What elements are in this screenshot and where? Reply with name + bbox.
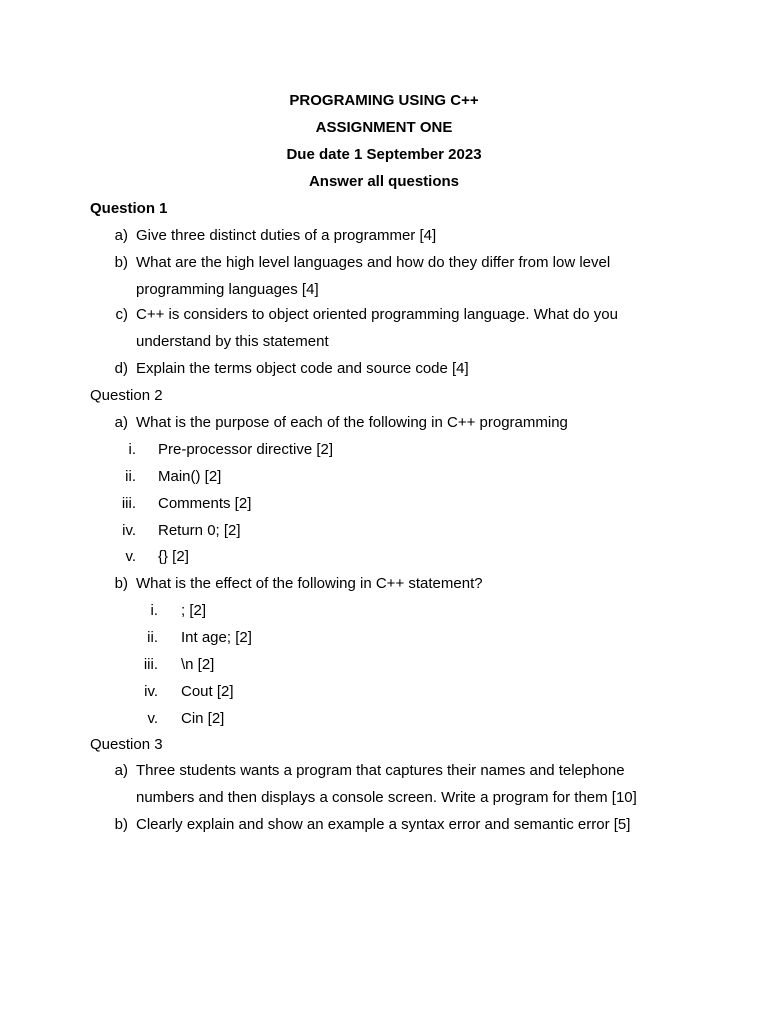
q2-a-sub-text: Main() [2] — [158, 468, 222, 485]
q2-b-sub-text: Int age; [2] — [181, 629, 252, 646]
q2-a-sub-marker: iii. — [121, 495, 136, 512]
q1-d-text: Explain the terms object code and source code [4] — [136, 360, 469, 377]
q2-b-sub-marker: ii. — [147, 629, 158, 646]
q3-a-marker: a) — [114, 762, 128, 779]
due-date: Due date 1 September 2023 — [286, 146, 482, 163]
q1-c-text-line1: C++ is considers to object oriented programming language. What do you — [136, 306, 618, 323]
q2-a-sub-marker: iv. — [122, 522, 136, 539]
instruction: Answer all questions — [308, 173, 460, 190]
q2-a-sub-text: Return 0; [2] — [158, 522, 241, 539]
assignment-title: ASSIGNMENT ONE — [315, 119, 453, 136]
q3-a-text-line2: numbers and then displays a console screen. Write a program for them [10] — [136, 789, 637, 806]
q1-a-marker: a) — [114, 227, 128, 244]
q2-a-sub-text: {} [2] — [158, 548, 189, 565]
q2-b-sub-marker: iv. — [144, 683, 158, 700]
q1-c-text-line2: understand by this statement — [136, 333, 329, 350]
q2-a-marker: a) — [114, 414, 128, 431]
q1-d-marker: d) — [114, 360, 128, 377]
q1-c-marker: c) — [115, 306, 128, 323]
q2-b-sub-text: Cout [2] — [181, 683, 234, 700]
q2-a-sub-marker: ii. — [125, 468, 136, 485]
q2-b-sub-text: Cin [2] — [181, 710, 225, 727]
q3-a-text-line1: Three students wants a program that captures their names and telephone — [136, 762, 625, 779]
q2-a-sub-marker: i. — [128, 441, 136, 458]
q2-b-sub-marker: iii. — [143, 656, 158, 673]
q2-a-sub-text: Pre-processor directive [2] — [158, 441, 334, 458]
question-3-heading: Question 3 — [90, 736, 163, 753]
question-1-heading: Question 1 — [90, 200, 168, 217]
question-2-heading: Question 2 — [90, 387, 163, 404]
document-title: PROGRAMING USING C++ — [289, 92, 479, 109]
q3-b-marker: b) — [114, 816, 128, 833]
q2-b-marker: b) — [114, 575, 128, 592]
q1-b-text-line1: What are the high level languages and how do they differ from low level — [136, 254, 611, 271]
q2-b-sub-text: ; [2] — [181, 602, 207, 619]
q1-b-text-line2: programming languages [4] — [136, 281, 319, 298]
q1-a-text: Give three distinct duties of a programmer [4] — [136, 227, 437, 244]
q2-a-text: What is the purpose of each of the following in C++ programming — [136, 414, 568, 431]
q2-b-text: What is the effect of the following in C++ statement? — [136, 575, 483, 592]
q3-b-text: Clearly explain and show an example a syntax error and semantic error [5] — [136, 816, 631, 833]
q2-b-sub-text: \n [2] — [181, 656, 215, 673]
q2-a-sub-marker: v. — [125, 548, 136, 565]
q2-b-sub-marker: i. — [150, 602, 158, 619]
q2-a-sub-text: Comments [2] — [158, 495, 252, 512]
q1-b-marker: b) — [114, 254, 128, 271]
q2-b-sub-marker: v. — [147, 710, 158, 727]
